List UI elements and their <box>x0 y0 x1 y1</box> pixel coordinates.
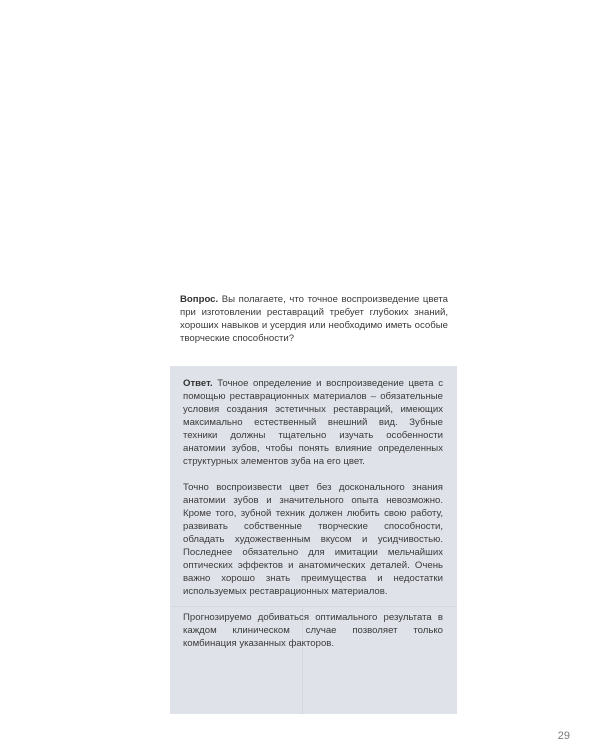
answer-paragraph-1 <box>183 377 443 468</box>
page-number: 29 <box>557 730 570 742</box>
question-block <box>180 293 448 345</box>
question-label: Вопрос. <box>180 294 219 305</box>
answer-text <box>183 377 443 663</box>
answer-paragraph-1-text: Точное определение и воспроизведение цвета с помощью реставрационных материалов – обязательные условия создания эстетичных реставраций, имеющих максимально естественный внешний вид. Зубные техники должны тщательно изучать особенности анатомии зубов, чтобы понять влияние определенных структурных элементов зуба на его цвет. <box>183 378 443 467</box>
answer-paragraph-2: Точно воспроизвести цвет без досконального знания анатомии зубов и значительного опыта невозможно. Кроме того, зубной техник должен любить свою работу, развивать собственные творческие способности, обладать художественным вкусом и усидчивостью. Последнее обязательно для имитации мельчайших оптических эффектов и анатомических деталей. Очень важно хорошо знать преимущества и недостатки используемых реставрационных материалов. <box>183 482 443 597</box>
question-text: Вы полагаете, что точное воспроизведение цвета при изготовлении реставраций требует глубоких знаний, хороших навыков и усердия или необходимо иметь особые творческие способности? <box>180 294 448 344</box>
answer-label: Ответ. <box>183 378 213 389</box>
answer-box <box>170 366 457 714</box>
answer-paragraph-3: Прогнозируемо добиваться оптимального результата в каждом клиническом случае позволяет только комбинация указанных факторов. <box>183 612 443 649</box>
